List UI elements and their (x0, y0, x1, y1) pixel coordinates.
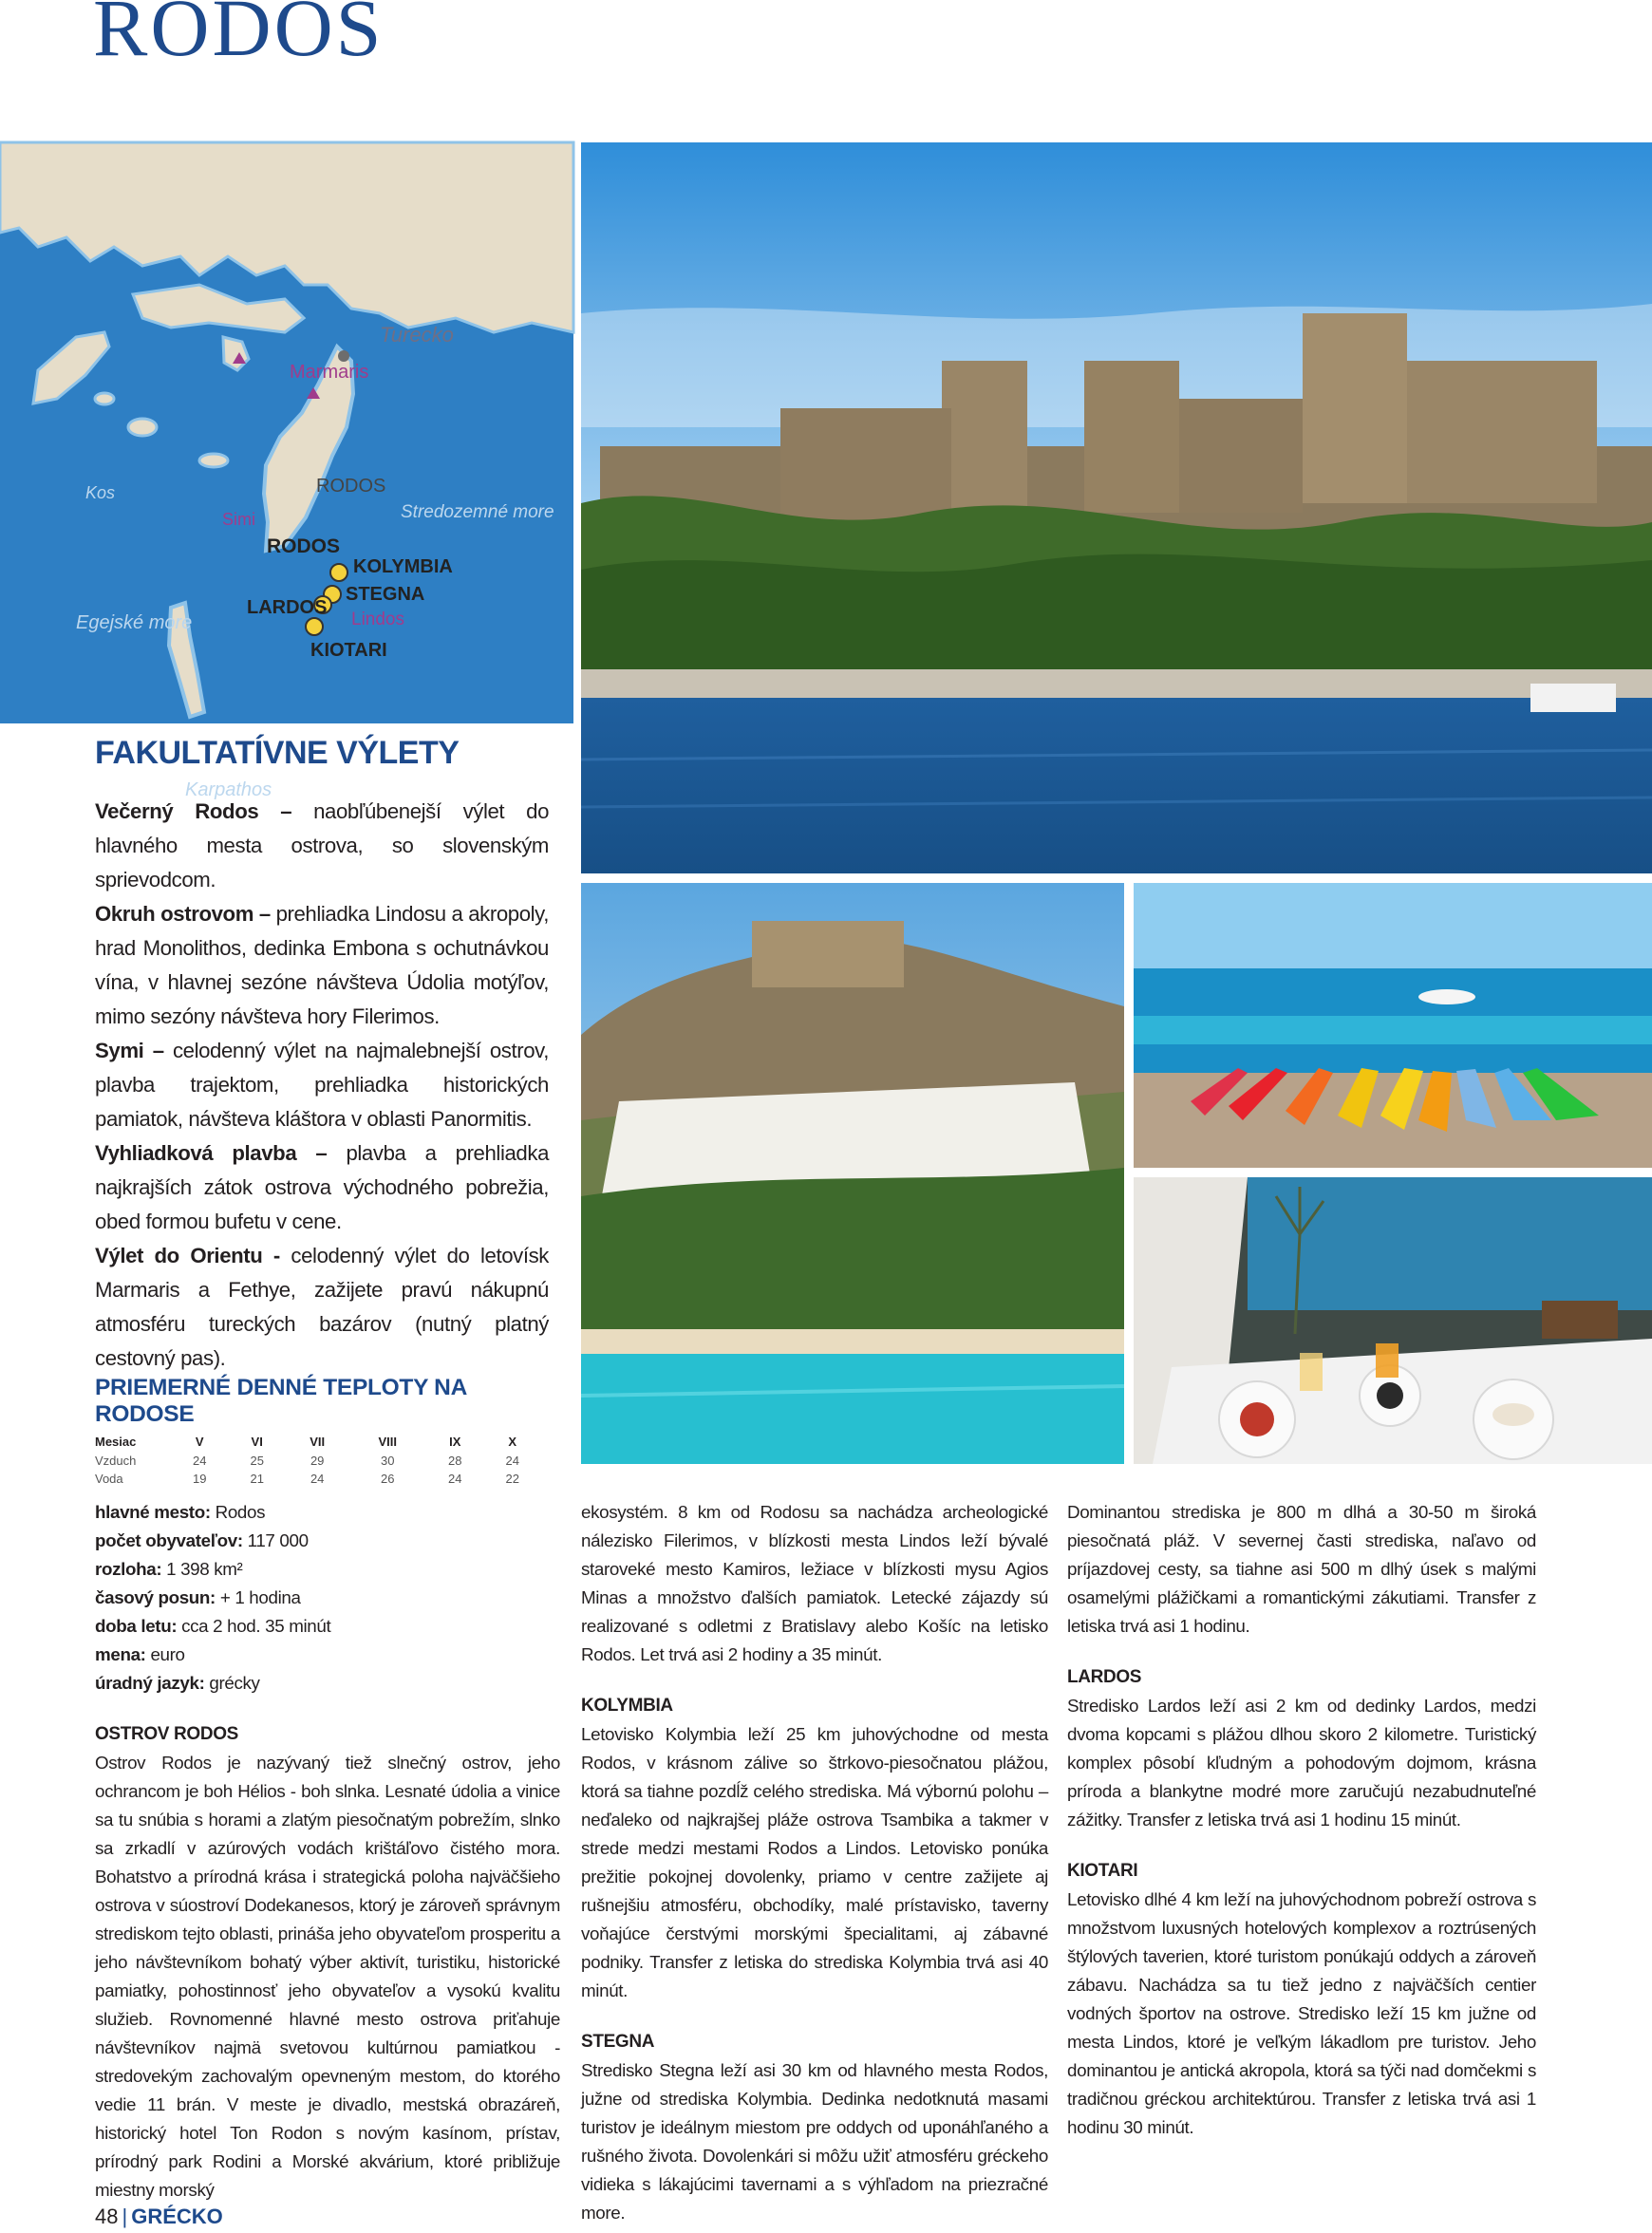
table-header-cell: VI (251, 1435, 263, 1449)
table-cell: 24 (448, 1472, 462, 1486)
table-cell: 29 (310, 1454, 325, 1468)
optional-trips-section (95, 735, 549, 1376)
text-column-2 (581, 1498, 1048, 2227)
table-cell: Vzduch (95, 1454, 137, 1468)
table-cell: 24 (193, 1454, 207, 1468)
fact-area: rozloha: 1 398 km² (95, 1559, 243, 1579)
temperature-table-header (95, 1434, 541, 1452)
table-cell: 25 (250, 1454, 264, 1468)
temperature-table-title: PRIEMERNÉ DENNÉ TEPLOTY NA RODOSE (95, 1375, 467, 1427)
fact-currency: mena: euro (95, 1644, 185, 1664)
text-column-3 (1067, 1498, 1536, 2142)
table-header-cell: X (508, 1435, 517, 1449)
section-text-kiotari: Letovisko dlhé 4 km leží na juhovýchodnom pobreží ostrova s množstvom luxusných hotelových komplexov a roztrúsených štýlových taverien, ktoré turistom ponúkajú oddych a zároveň zábavu. Nachádza sa tu tiež jedno z najväčších centier vodných športov na ostrove. Stredisko leží 15 km južne od mesta Lindos, ktoré je veľkým lákadlom pre turistov. Jeho dominantou je antická akropola, ktorá sa týči nad domčekmi s tradičnou gréckou architektúrou. Transfer z letiska trvá asi 1 hodinu 30 minút. (1067, 1889, 1536, 2137)
section-title-kolymbia: KOLYMBIA (581, 1696, 673, 1716)
table-header-cell: IX (449, 1435, 461, 1449)
section-text-ostrov-rodos: Ostrov Rodos je nazývaný tiež slnečný ostrov, jeho ochrancom je boh Hélios - boh slnka. Lesnaté údolia a vinice sa tu snúbia s horami a zlatým piesočnatým pobrežím, slnko sa zrkadlí v azúrových vodách krištáľovo čistého mora. Bohatstvo a prírodná krása i strategická poloha najväčšieho ostrova v súostroví Dodekanesos, ktorý je zároveň správnym strediskom tejto oblasti, prináša jeho obyvateľom prosperitu a jeho návštevníkom bohatý výber aktivít, turistiku, historické pamiatky, pohostinnosť jeho obyvateľov a vysokú kvalitu služieb. Rovnomenné hlavné mesto ostrova priťahuje návštevníkov najmä svetovou kultúrnou pamiatkou - stredovekým zachovalým opevneným mestom, do ktorého vedie 11 brán. V meste je divadlo, mestská obrazáreň, historický hotel Ton Rodon s novým kasínom, prístav, prírodný park Rodini a Morské akvárium, ktoré približuje miestny morský (95, 1753, 560, 2200)
text-column-1 (95, 1498, 560, 2205)
page-title: RODOS (93, 0, 385, 73)
table-cell: Voda (95, 1472, 123, 1486)
table-header-cell: VIII (378, 1435, 397, 1449)
svg-text:Simi: Simi (222, 510, 255, 529)
fact-flight-time: doba letu: cca 2 hod. 35 minút (95, 1616, 331, 1636)
table-cell: 22 (505, 1472, 519, 1486)
fact-time-shift: časový posun: + 1 hodina (95, 1587, 301, 1607)
photo-kayaks-beach (1134, 883, 1652, 1168)
footer-separator: | (122, 2205, 128, 2228)
table-cell: 26 (380, 1472, 395, 1486)
svg-text:Egejské more: Egejské more (76, 612, 193, 633)
footer-country: GRÉCKO (131, 2205, 223, 2228)
trip-sightseeing-cruise: Vyhliadková plavba – plavba a prehliadka najkrajších zátok ostrova východného pobrežia, obed formou bufetu v cene. (95, 1141, 550, 1233)
table-row (95, 1470, 541, 1488)
section-text-stegna-continued: Dominantou strediska je 800 m dlhá a 30-50 m široká piesočnatá pláž. V severnej časti strediska, naľavo od príjazdovej cesty, sa tiahne asi 500 m dlhý úsek s malými osamelými plážičkami a romantickými zákutiami. Transfer z letiska trvá asi 1 hodinu. (1067, 1502, 1536, 1636)
table-row (95, 1452, 541, 1470)
fact-list (95, 1498, 560, 1698)
optional-trips-title: FAKULTATÍVNE VÝLETY (95, 735, 460, 771)
section-text-kolymbia: Letovisko Kolymbia leží 25 km juhovýchodne od mesta Rodos, v krásnom zálive so štrkovo-piesočnatou plážou, ktorá sa tiahne pozdĺž celého strediska. Má výbornú polohu – neďaleko od najkrajšej pláže ostrova Tsambika a takmer v strede medzi mestami Rodos a Lindos. Letovisko ponúka prežitie pokojnej dovolenky, priamo v centre zažijete aj rušnejšiu atmosféru, obchodíky, malé prístavisko, taverny voňajúce čerstvými morskými špecialitami, aj zábavné podniky. Transfer z letiska do strediska Kolymbia trvá asi 40 minút. (581, 1724, 1048, 2000)
section-title-stegna: STEGNA (581, 2032, 655, 2052)
fact-population: počet obyvateľov: 117 000 (95, 1530, 309, 1550)
page-footer (95, 2205, 223, 2229)
section-text-stegna: Stredisko Stegna leží asi 30 km od hlavného mesta Rodos, južne od strediska Kolymbia. Dedinka nedotknutá masami turistov je ideálnym miestom pre oddych od uponáhľaného a rušného života. Dovolenkári si môžu užiť atmosféru gréckeho vidieka s lákajúcimi tavernami a s výhľadom na priezračné more. (581, 2060, 1048, 2223)
section-title-lardos: LARDOS (1067, 1667, 1142, 1687)
table-header-cell: Mesiac (95, 1435, 137, 1449)
svg-text:RODOS: RODOS (316, 476, 386, 497)
section-title-kiotari: KIOTARI (1067, 1861, 1138, 1881)
table-cell: 30 (380, 1454, 395, 1468)
fact-capital: hlavné mesto: Rodos (95, 1502, 266, 1522)
section-text-ostrov-rodos-continued: ekosystém. 8 km od Rodosu sa nachádza archeologické nálezisko Filerimos, v blízkosti mesta Lindos leží bývalé staroveké mesto Kamiros, ležiace v blízkosti mysu Agios Minas a množstvo ďalších pamiatok. Letecké zájazdy sú realizované s odletmi z Bratislavy alebo Košíc na letisko Rodos. Let trvá asi 2 hodiny a 35 minút. (581, 1502, 1048, 1664)
section-text-lardos: Stredisko Lardos leží asi 2 km od dedinky Lardos, medzi dvoma kopcami s plážou dlhou skoro 2 kilometre. Turistický komplex pôsobí kľudným a pohodovým dojmom, krásna príroda a blankytne modré more zaručujú nezabudnuteľné zážitky. Transfer z letiska trvá asi 1 hodinu 15 minút. (1067, 1696, 1536, 1830)
svg-text:Turecko: Turecko (380, 323, 454, 347)
fact-language: úradný jazyk: grécky (95, 1673, 260, 1693)
page-number: 48 (95, 2205, 119, 2228)
temperature-table (95, 1434, 541, 1488)
svg-text:Kos: Kos (85, 483, 116, 502)
photo-lindos (581, 883, 1124, 1464)
svg-text:LARDOS: LARDOS (247, 597, 328, 618)
table-cell: 24 (505, 1454, 519, 1468)
svg-text:STEGNA: STEGNA (346, 584, 425, 605)
table-cell: 28 (448, 1454, 462, 1468)
table-header-cell: VII (310, 1435, 326, 1449)
trip-orient: Výlet do Orientu - celodenný výlet do letovísk Marmaris a Fethye, zažijete pravú nákupnú atmosféru tureckých bazárov (nutný platný cestovný pas). (95, 1244, 549, 1370)
photo-rhodes-castle (581, 142, 1652, 873)
trip-island-tour: Okruh ostrovom – prehliadka Lindosu a akropoly, hrad Monolithos, dedinka Embona s ochutnávkou vína, v hlavnej sezóne návšteva Údolia motýľov, mimo sezóny návšteva hory Filerimos. (95, 902, 549, 1028)
section-title-ostrov-rodos: OSTROV RODOS (95, 1724, 238, 1744)
trip-symi: Symi – celodenný výlet na najmalebnejší ostrov, plavba trajektom, prehliadka historických pamiatok, návšteva kláštora v oblasti Panormitis. (95, 1039, 549, 1131)
svg-text:RODOS: RODOS (267, 535, 341, 557)
svg-text:KOLYMBIA: KOLYMBIA (353, 556, 453, 577)
table-header-cell: V (195, 1435, 204, 1449)
table-cell: 19 (193, 1472, 207, 1486)
table-cell: 24 (310, 1472, 325, 1486)
trip-evening-rodos: Večerný Rodos – naobľúbenejší výlet do hlavného mesta ostrova, so slovenským sprievodcom. (95, 799, 550, 891)
table-cell: 21 (250, 1472, 264, 1486)
svg-text:KIOTARI: KIOTARI (310, 640, 387, 661)
photo-breakfast-table (1134, 1177, 1652, 1464)
temperature-table-section (95, 1375, 551, 1488)
svg-text:Marmaris: Marmaris (290, 362, 369, 383)
svg-text:Karpathos: Karpathos (185, 779, 272, 800)
svg-text:Stredozemné more: Stredozemné more (401, 502, 554, 522)
svg-text:Lindos: Lindos (351, 610, 404, 629)
